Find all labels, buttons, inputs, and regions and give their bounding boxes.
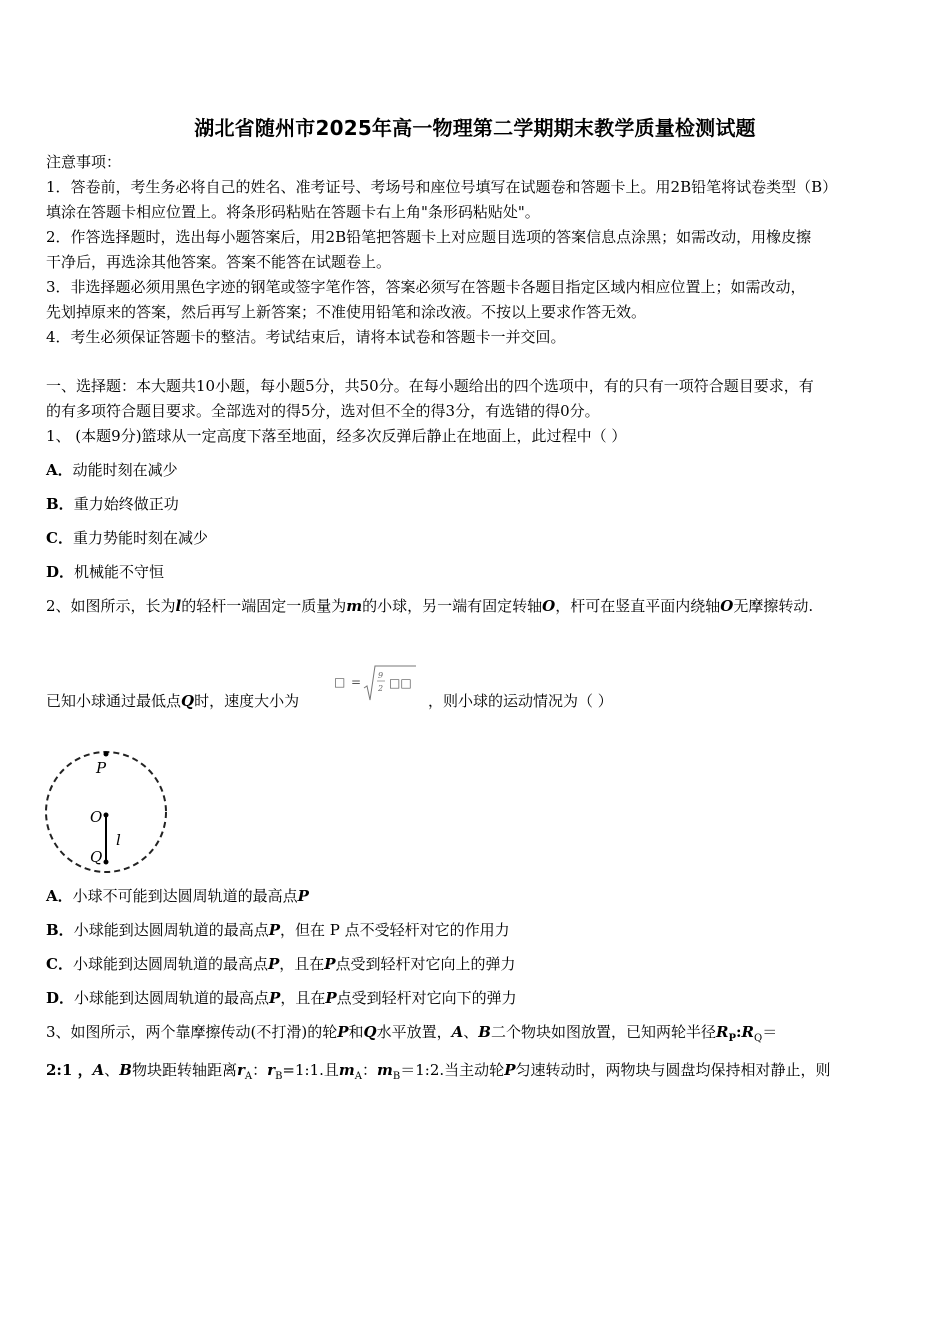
q1-option-a [46, 459, 178, 481]
text: ，杆可在竖直平面内绕轴 [555, 597, 721, 615]
q1-option-d [46, 561, 164, 583]
question-3-stem-cont [46, 1059, 830, 1088]
var-b: B [119, 1061, 132, 1079]
text: 、 [463, 1023, 479, 1041]
var-p: P [267, 955, 280, 973]
formula-tail: □□ [389, 676, 412, 690]
text: 水平放置， [376, 1023, 452, 1041]
var-l: l [175, 597, 182, 615]
var-p: P [337, 1023, 349, 1041]
formula-denominator: 2 [378, 684, 384, 693]
var-p: P [324, 955, 336, 973]
q2-option-b [46, 919, 510, 941]
text: 的小球，另一端有固定转轴 [362, 597, 543, 615]
notice-line: 1．答卷前，考生务必将自己的姓名、准考证号、考场号和座位号填写在试题卷和答题卡上。用2B铅笔将试卷类型（B） [46, 178, 838, 196]
option-text: 小球能到达圆周轨道的最高点 [73, 921, 269, 939]
text: 、 [104, 1061, 120, 1079]
var-p: P [268, 921, 280, 939]
var-q: Q [363, 1023, 377, 1041]
option-label: A． [46, 887, 73, 905]
option-text: ，且在 [280, 989, 326, 1007]
var-r: R [716, 1023, 729, 1041]
option-text: 小球能到达圆周轨道的最高点 [74, 989, 270, 1007]
page-title: 湖北省随州市2025年高一物理第二学期期末教学质量检测试题 [194, 116, 756, 140]
text: ＝1:2.当主动轮 [400, 1061, 505, 1079]
q1-option-b [46, 493, 179, 515]
notice-line: 2．作答选择题时，选出每小题答案后，用2B铅笔把答题卡上对应题目选项的答案信息点涂黑；如需改动，用橡皮擦 [46, 228, 812, 246]
var-r: r [237, 1061, 245, 1079]
var-m: m [346, 597, 363, 615]
option-text: 小球能到达圆周轨道的最高点 [72, 955, 268, 973]
subscript: P [728, 1033, 736, 1044]
subscript: B [275, 1071, 283, 1082]
formula-numerator: 9 [378, 671, 384, 680]
option-text: 小球不可能到达圆周轨道的最高点 [72, 887, 298, 905]
option-text: 点受到轻杆对它向下的弹力 [336, 989, 517, 1007]
q2-option-c [46, 953, 516, 975]
label-o: O [90, 808, 103, 826]
text: 物块距转轴距离 [131, 1061, 237, 1079]
text: ： [362, 1061, 378, 1079]
subscript: A [354, 1071, 363, 1082]
var-o: O [720, 597, 734, 615]
text: =1:1.且 [282, 1061, 339, 1079]
formula-lhs: □ [334, 675, 346, 689]
label-p: P [96, 759, 107, 777]
text: 二个物块如图放置，已知两轮半径 [490, 1023, 716, 1041]
var-p: P [297, 887, 309, 905]
text: ： [252, 1061, 268, 1079]
text: 时，速度大小为 [194, 692, 300, 710]
pivot-o-marker [104, 813, 109, 818]
var-o: O [542, 597, 556, 615]
var-m: m [338, 1061, 355, 1079]
option-label: D． [46, 563, 75, 581]
point-p-marker [104, 752, 109, 757]
option-label: D． [46, 989, 75, 1007]
rod-circle-diagram [40, 750, 175, 875]
option-text: ，但在 P 点不受轻杆对它的作用力 [279, 921, 510, 939]
text: 匀速转动时，两物块与圆盘均保持相对静止，则 [515, 1061, 831, 1079]
question-2-stem [46, 595, 813, 617]
question-2-stem-cont [46, 690, 299, 712]
option-text: 重力始终做正功 [73, 495, 179, 513]
var-r: r [267, 1061, 276, 1079]
var-p: P [269, 989, 281, 1007]
label-q: Q [90, 848, 103, 866]
q2-option-d [46, 987, 517, 1009]
notice-line: 先划掉原来的答案，然后再写上新答案；不准使用铅笔和涂改液。不按以上要求作答无效。 [46, 303, 647, 321]
velocity-formula [332, 662, 418, 706]
var-m: m [377, 1061, 393, 1079]
question-3-stem [46, 1021, 777, 1050]
subscript: Q [754, 1033, 763, 1044]
option-label: C． [46, 955, 73, 973]
notice-line: 填涂在答题卡相应位置上。将条形码粘贴在答题卡右上角"条形码粘贴处"。 [46, 203, 540, 221]
option-text: 机械能不守恒 [74, 563, 165, 581]
text: : [736, 1023, 742, 1041]
question-1-stem: 1、 (本题9分)篮球从一定高度下落至地面，经多次反弹后静止在地面上，此过程中（ ） [46, 427, 627, 445]
text: 3、如图所示，两个靠摩擦传动(不打滑)的轮 [46, 1023, 338, 1041]
subscript: B [392, 1071, 401, 1082]
text: 的轻杆一端固定一质量为 [181, 597, 347, 615]
text: 2:1 ， [46, 1061, 93, 1079]
option-label: A． [46, 461, 73, 479]
option-text: 重力势能时刻在减少 [72, 529, 208, 547]
option-text: 动能时刻在减少 [72, 461, 178, 479]
option-text: ，且在 [279, 955, 325, 973]
text: 已知小球通过最低点 [46, 692, 182, 710]
ball-q-marker [104, 860, 109, 865]
var-a: A [92, 1061, 105, 1079]
var-q: Q [181, 692, 195, 710]
var-a: A [451, 1023, 464, 1041]
var-b: B [478, 1023, 491, 1041]
var-p: P [325, 989, 337, 1007]
notice-line: 3．非选择题必须用黑色字迹的钢笔或签字笔作答，答案必须写在答题卡各题目指定区域内相应位置上；如需改动， [46, 278, 806, 296]
option-label: C． [46, 529, 73, 547]
var-r: R [741, 1023, 755, 1041]
question-2-stem-tail: ，则小球的运动情况为（ ） [428, 692, 613, 710]
text: 无摩擦转动. [733, 597, 814, 615]
option-label: B． [46, 921, 74, 939]
label-l: l [116, 831, 121, 849]
text: ＝ [762, 1023, 778, 1041]
notice-line: 干净后，再选涂其他答案。答案不能答在试题卷上。 [46, 253, 392, 271]
notice-heading: 注意事项： [46, 153, 122, 171]
option-label: B． [46, 495, 74, 513]
option-text: 点受到轻杆对它向上的弹力 [335, 955, 516, 973]
q2-option-a [46, 885, 309, 907]
text: 2、如图所示，长为 [46, 597, 176, 615]
q1-option-c [46, 527, 208, 549]
var-p: P [504, 1061, 516, 1079]
subscript: A [244, 1071, 253, 1082]
section-intro: 的有多项符合题目要求。全部选对的得5分，选对但不全的得3分，有选错的得0分。 [46, 402, 600, 420]
formula-equals: = [351, 675, 362, 689]
notice-line: 4．考生必须保证答题卡的整洁。考试结束后，请将本试卷和答题卡一并交回。 [46, 328, 566, 346]
section-intro: 一、选择题：本大题共10小题，每小题5分，共50分。在每小题给出的四个选项中，有的只有一项符合题目要求，有 [46, 377, 814, 395]
text: 和 [348, 1023, 364, 1041]
